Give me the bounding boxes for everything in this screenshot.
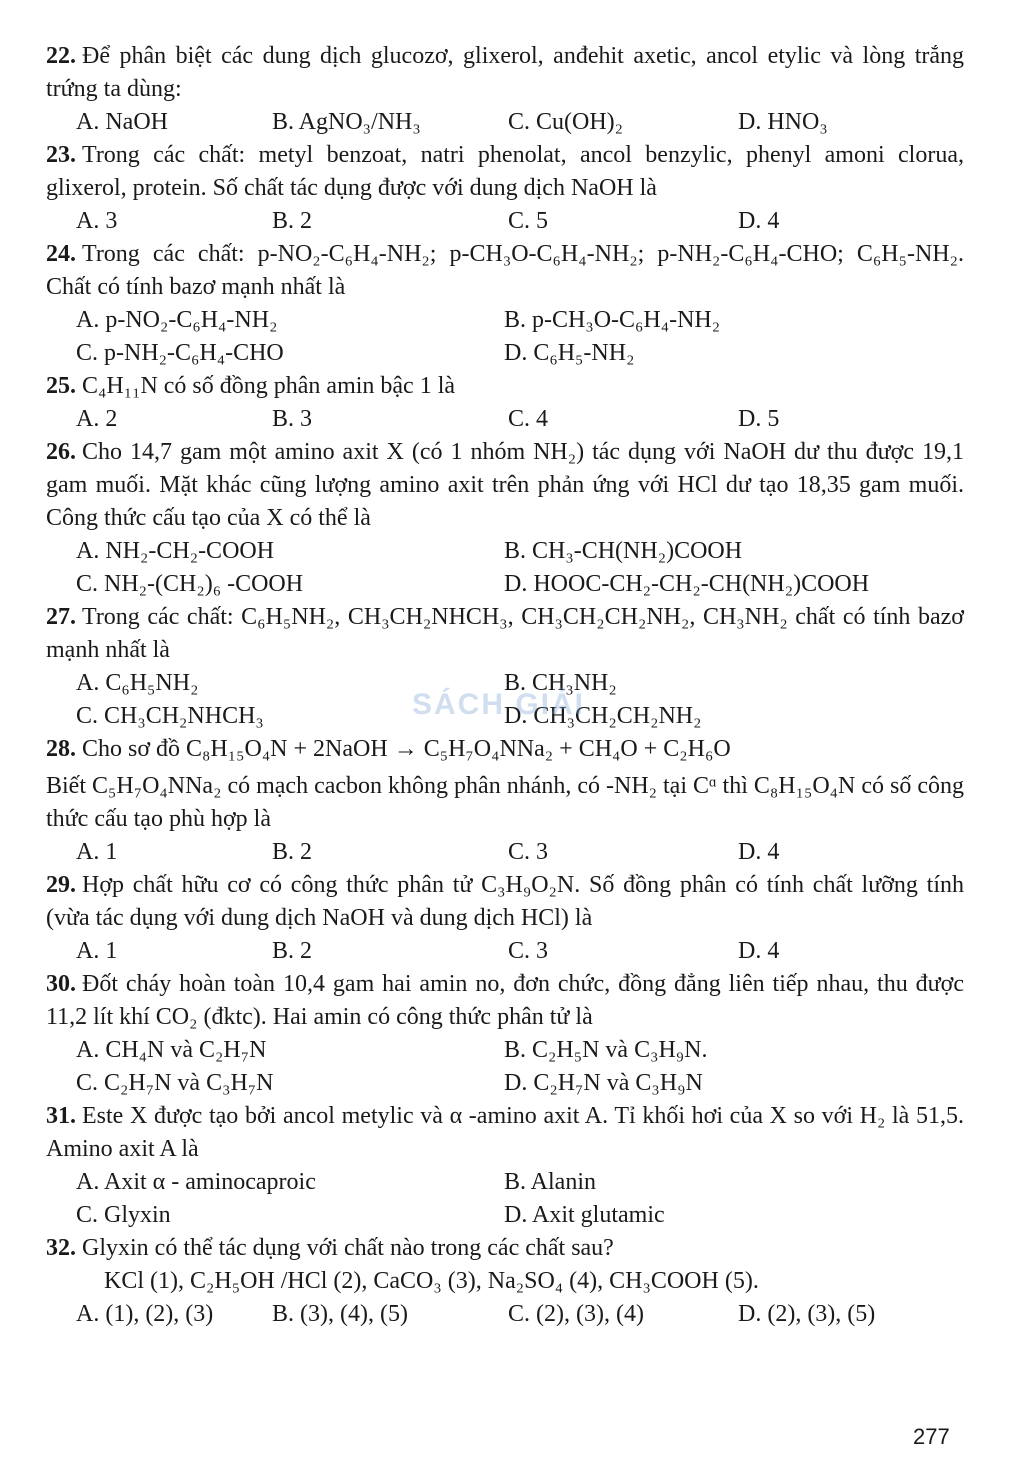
- option-d: D. C₆H₅-NH₂: [504, 340, 635, 366]
- question-number: 23.: [46, 142, 76, 168]
- question-text: Trong các chất: metyl benzoat, natri phenolat, ancol benzylic, phenyl amoni clorua, glixerol, protein. Số chất tác dụng được với dung dịch NaOH là: [46, 142, 964, 201]
- option-a: A. 3: [76, 208, 118, 234]
- question-number: 31.: [46, 1103, 76, 1129]
- question-text: Trong các chất: C₆H₅NH₂, CH₃CH₂NHCH₃, CH₃CH₂CH₂NH₂, CH₃NH₂ chất có tính bazơ mạnh nhất là: [46, 604, 964, 663]
- question-text: Cho 14,7 gam một amino axit X (có 1 nhóm NH₂) tác dụng với NaOH dư thu được 19,1 gam muối. Mặt khác cũng lượng amino axit trên phản ứng với HCl dư tạo 18,35 gam muối. Công thức cấu tạo của X có thể là: [46, 439, 964, 531]
- document-page: [46, 40, 964, 1331]
- question-number: 25.: [46, 373, 76, 399]
- question-text: Trong các chất: p-NO₂-C₆H₄-NH₂; p-CH₃O-C₆H₄-NH₂; p-NH₂-C₆H₄-CHO; C₆H₅-NH₂. Chất có tính bazơ mạnh nhất là: [46, 241, 964, 300]
- option-a: A. p-NO₂-C₆H₄-NH₂: [76, 307, 278, 333]
- question-text: Biết C₅H₇O₄NNa₂ có mạch cacbon không phân nhánh, có -NH₂ tại Cᵅ thì C₈H₁₅O₄N có số công thức cấu tạo phù hợp là: [46, 773, 964, 832]
- option-d: D. 4: [738, 938, 780, 964]
- options-row: [46, 836, 964, 869]
- option-d: D. C₂H₇N và C₃H₉N: [504, 1070, 703, 1096]
- question-22: [46, 40, 964, 139]
- options-row: [46, 935, 964, 968]
- options-row: [46, 106, 964, 139]
- option-d: D. (2), (3), (5): [738, 1301, 876, 1327]
- reaction-scheme: Cho sơ đồ C₈H₁₅O₄N + 2NaOH → C₅H₇O₄NNa₂ + CH₄O + C₂H₆O: [82, 736, 731, 762]
- question-26: [46, 436, 964, 601]
- option-c: C. 5: [508, 208, 549, 234]
- watermark-logo: SÁCH GIẢI: [412, 688, 586, 721]
- option-c: C. 3: [508, 938, 549, 964]
- option-b: B. 3: [272, 406, 313, 432]
- question-32: [46, 1232, 964, 1331]
- question-text: Este X được tạo bởi ancol metylic và α -amino axit A. Tỉ khối hơi của X so với H₂ là 51,5. Amino axit A là: [46, 1103, 964, 1162]
- options-row: [46, 205, 964, 238]
- option-b: B. (3), (4), (5): [272, 1301, 408, 1327]
- option-b: B. p-CH₃O-C₆H₄-NH₂: [504, 307, 721, 333]
- question-29: [46, 869, 964, 968]
- question-number: 22.: [46, 43, 76, 69]
- question-text: Đốt cháy hoàn toàn 10,4 gam hai amin no, đơn chức, đồng đẳng liên tiếp nhau, thu được 11,2 lít khí CO₂ (đktc). Hai amin có công thức phân tử là: [46, 971, 964, 1030]
- option-a: A. C₆H₅NH₂: [76, 670, 199, 696]
- question-number: 27.: [46, 604, 76, 630]
- option-b: B. CH₃-CH(NH₂)COOH: [504, 538, 743, 564]
- option-c: C. C₂H₇N và C₃H₇N: [76, 1070, 274, 1096]
- option-d: D. HNO₃: [738, 109, 828, 135]
- option-b: B. Alanin: [504, 1169, 597, 1195]
- option-d: D. HOOC-CH₂-CH₂-CH(NH₂)COOH: [504, 571, 870, 597]
- options-row: [46, 1298, 964, 1331]
- substance-list: KCl (1), C₂H₅OH /HCl (2), CaCO₃ (3), Na₂SO₄ (4), CH₃COOH (5).: [104, 1268, 759, 1294]
- option-a: A. Axit α - aminocaproic: [76, 1169, 316, 1195]
- options-grid: [46, 1166, 964, 1232]
- page-number: 277: [913, 1424, 950, 1449]
- question-text: Hợp chất hữu cơ có công thức phân tử C₃H₉O₂N. Số đồng phân có tính chất lưỡng tính (vừa tác dụng với dung dịch NaOH và dung dịch HCl) là: [46, 872, 964, 931]
- option-d: D. 5: [738, 406, 780, 432]
- question-number: 24.: [46, 241, 76, 267]
- option-a: A. 1: [76, 938, 118, 964]
- question-23: [46, 139, 964, 238]
- option-c: C. p-NH₂-C₆H₄-CHO: [76, 340, 284, 366]
- question-number: 32.: [46, 1235, 76, 1261]
- question-28: [46, 733, 964, 869]
- option-d: D. 4: [738, 839, 780, 865]
- option-c: C. Cu(OH)₂: [508, 109, 624, 135]
- question-31: [46, 1100, 964, 1232]
- option-a: A. CH₄N và C₂H₇N: [76, 1037, 267, 1063]
- question-30: [46, 968, 964, 1100]
- option-a: A. NaOH: [76, 109, 168, 135]
- option-a: A. (1), (2), (3): [76, 1301, 214, 1327]
- question-24: [46, 238, 964, 370]
- option-d: D. 4: [738, 208, 780, 234]
- option-b: B. 2: [272, 938, 313, 964]
- question-number: 30.: [46, 971, 76, 997]
- question-text: Để phân biệt các dung dịch glucozơ, glixerol, anđehit axetic, ancol etylic và lòng trắng trứng ta dùng:: [46, 43, 964, 102]
- option-b: B. AgNO₃/NH₃: [272, 109, 421, 135]
- option-b: B. C₂H₅N và C₃H₉N.: [504, 1037, 708, 1063]
- options-grid: [46, 1034, 964, 1100]
- option-c: C. NH₂-(CH₂)₆ -COOH: [76, 571, 304, 597]
- option-d: D. CH₃CH₂CH₂NH₂: [504, 703, 702, 729]
- option-b: B. 2: [272, 839, 313, 865]
- options-grid: [46, 304, 964, 370]
- option-c: C. (2), (3), (4): [508, 1301, 644, 1327]
- option-a: A. NH₂-CH₂-COOH: [76, 538, 275, 564]
- question-number: 29.: [46, 872, 76, 898]
- options-row: [46, 403, 964, 436]
- question-text: C₄H₁₁N có số đồng phân amin bậc 1 là: [82, 373, 456, 399]
- option-a: A. 1: [76, 839, 118, 865]
- option-c: C. CH₃CH₂NHCH₃: [76, 703, 264, 729]
- option-c: C. 4: [508, 406, 549, 432]
- question-number: 28.: [46, 736, 76, 762]
- question-text: Glyxin có thể tác dụng với chất nào trong các chất sau?: [82, 1235, 614, 1261]
- question-25: [46, 370, 964, 436]
- options-grid: [46, 535, 964, 601]
- option-b: B. CH₃NH₂: [504, 670, 617, 696]
- option-d: D. Axit glutamic: [504, 1202, 665, 1228]
- question-number: 26.: [46, 439, 76, 465]
- option-a: A. 2: [76, 406, 118, 432]
- option-c: C. Glyxin: [76, 1202, 171, 1228]
- option-b: B. 2: [272, 208, 313, 234]
- option-c: C. 3: [508, 839, 549, 865]
